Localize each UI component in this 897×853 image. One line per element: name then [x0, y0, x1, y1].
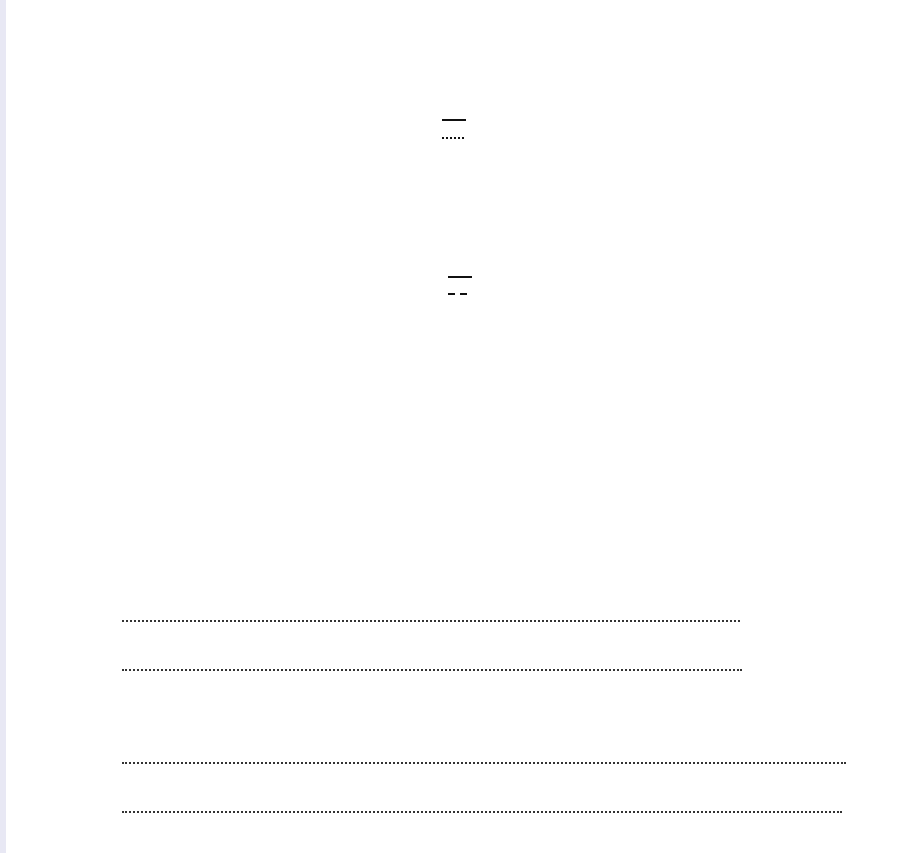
answer-line-ii[interactable] — [122, 606, 740, 627]
part-a — [154, 521, 884, 546]
question-title — [156, 11, 168, 33]
answer-line-b1[interactable] — [122, 748, 846, 769]
hormone-graph — [140, 62, 680, 482]
answer-b2-dotted-line[interactable] — [122, 797, 842, 813]
part-b — [154, 702, 190, 727]
bottom-legend — [448, 277, 472, 294]
answer-ii-dotted-line[interactable] — [122, 606, 740, 622]
answer-line-b2[interactable] — [122, 797, 842, 818]
answer-i-dotted-line[interactable] — [122, 655, 742, 671]
answer-line-i[interactable] — [122, 655, 742, 676]
left-margin-bar — [0, 0, 6, 853]
top-legend — [442, 120, 466, 138]
answer-b1-dotted-line[interactable] — [122, 748, 846, 764]
